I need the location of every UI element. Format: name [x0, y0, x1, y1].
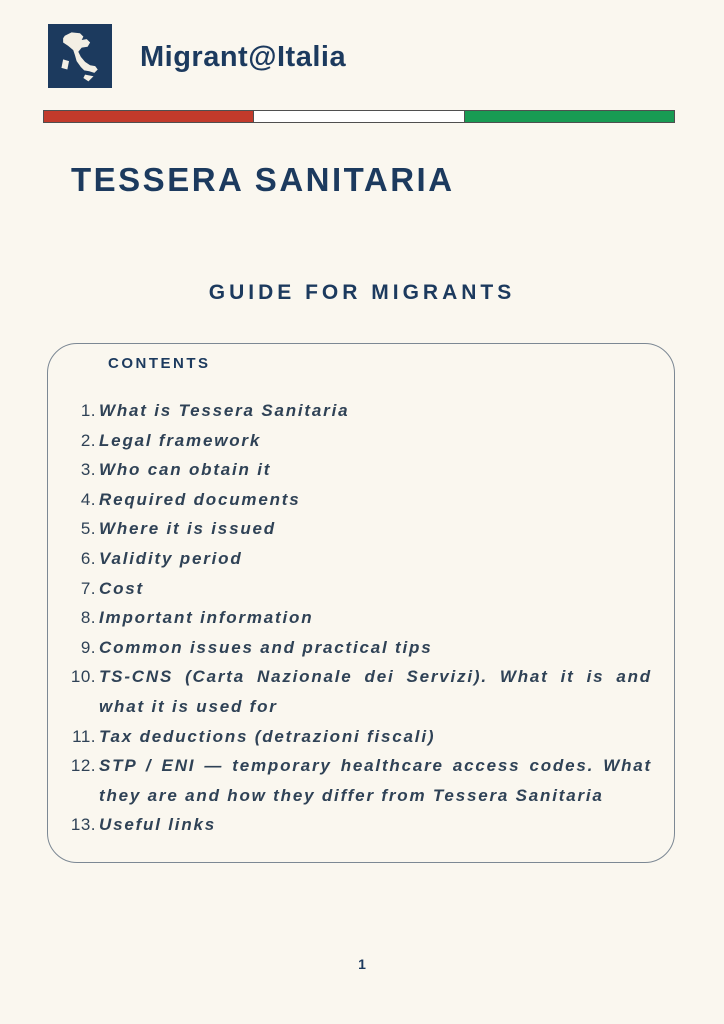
toc-item-number: 4.: [80, 489, 96, 509]
toc-item-7: [68, 574, 652, 604]
contents-box: [47, 343, 675, 863]
toc-item-number: 13.: [70, 815, 96, 835]
flag-white-segment: [253, 111, 464, 122]
toc-item-number: 3.: [80, 460, 96, 480]
toc-item-13: [68, 810, 652, 840]
toc-item-number: 11.: [72, 726, 96, 746]
toc-item-label: Legal framework: [99, 430, 262, 450]
toc-item-number: 2.: [80, 430, 96, 450]
flag-green-segment: [465, 111, 674, 122]
contents-heading: CONTENTS: [108, 355, 211, 372]
toc-item-number: 1.: [80, 401, 96, 420]
toc-item-number: 6.: [80, 548, 96, 568]
toc-item-number: 12.: [70, 756, 96, 776]
toc-item-10: [68, 662, 652, 721]
toc-item-label: Required documents: [99, 489, 301, 509]
italy-map-icon: [53, 29, 107, 83]
toc-item-11: [68, 722, 652, 752]
toc-item-6: [68, 544, 652, 574]
toc-item-label: What is Tessera Sanitaria: [99, 401, 350, 420]
table-of-contents: [68, 396, 652, 840]
page-number: 1: [358, 956, 366, 972]
toc-item-label: STP / ENI — temporary healthcare access codes. What they are and how they differ from Tessera Sanitaria: [99, 756, 652, 805]
toc-item-label: Important information: [99, 608, 314, 628]
toc-item-number: 5.: [80, 519, 96, 539]
toc-item-label: Useful links: [99, 815, 217, 835]
page-subtitle: GUIDE FOR MIGRANTS: [208, 281, 516, 304]
toc-item-label: Tax deductions (detrazioni fiscali): [99, 726, 436, 746]
toc-item-label: Cost: [99, 578, 144, 598]
toc-item-3: [68, 455, 652, 485]
toc-item-12: [68, 751, 652, 810]
toc-item-1: [68, 396, 652, 426]
brand-logo: [48, 24, 112, 88]
toc-item-label: Validity period: [99, 548, 243, 568]
toc-item-label: Who can obtain it: [99, 460, 272, 480]
toc-item-label: Common issues and practical tips: [99, 637, 433, 657]
flag-red-segment: [44, 111, 253, 122]
toc-item-8: [68, 603, 652, 633]
italian-flag-bar: [43, 110, 675, 123]
toc-item-number: 7.: [80, 578, 96, 598]
toc-item-4: [68, 485, 652, 515]
brand-name: Migrant@Italia: [140, 41, 347, 73]
page-title: TESSERA SANITARIA: [71, 161, 455, 198]
toc-item-5: [68, 514, 652, 544]
toc-item-number: 10.: [70, 667, 96, 687]
toc-item-9: [68, 633, 652, 663]
toc-item-label: TS-CNS (Carta Nazionale dei Servizi). What it is and what it is used for: [99, 667, 652, 716]
toc-item-number: 9.: [80, 637, 96, 657]
toc-item-label: Where it is issued: [99, 519, 276, 539]
toc-item-2: [68, 426, 652, 456]
toc-item-number: 8.: [80, 608, 96, 628]
